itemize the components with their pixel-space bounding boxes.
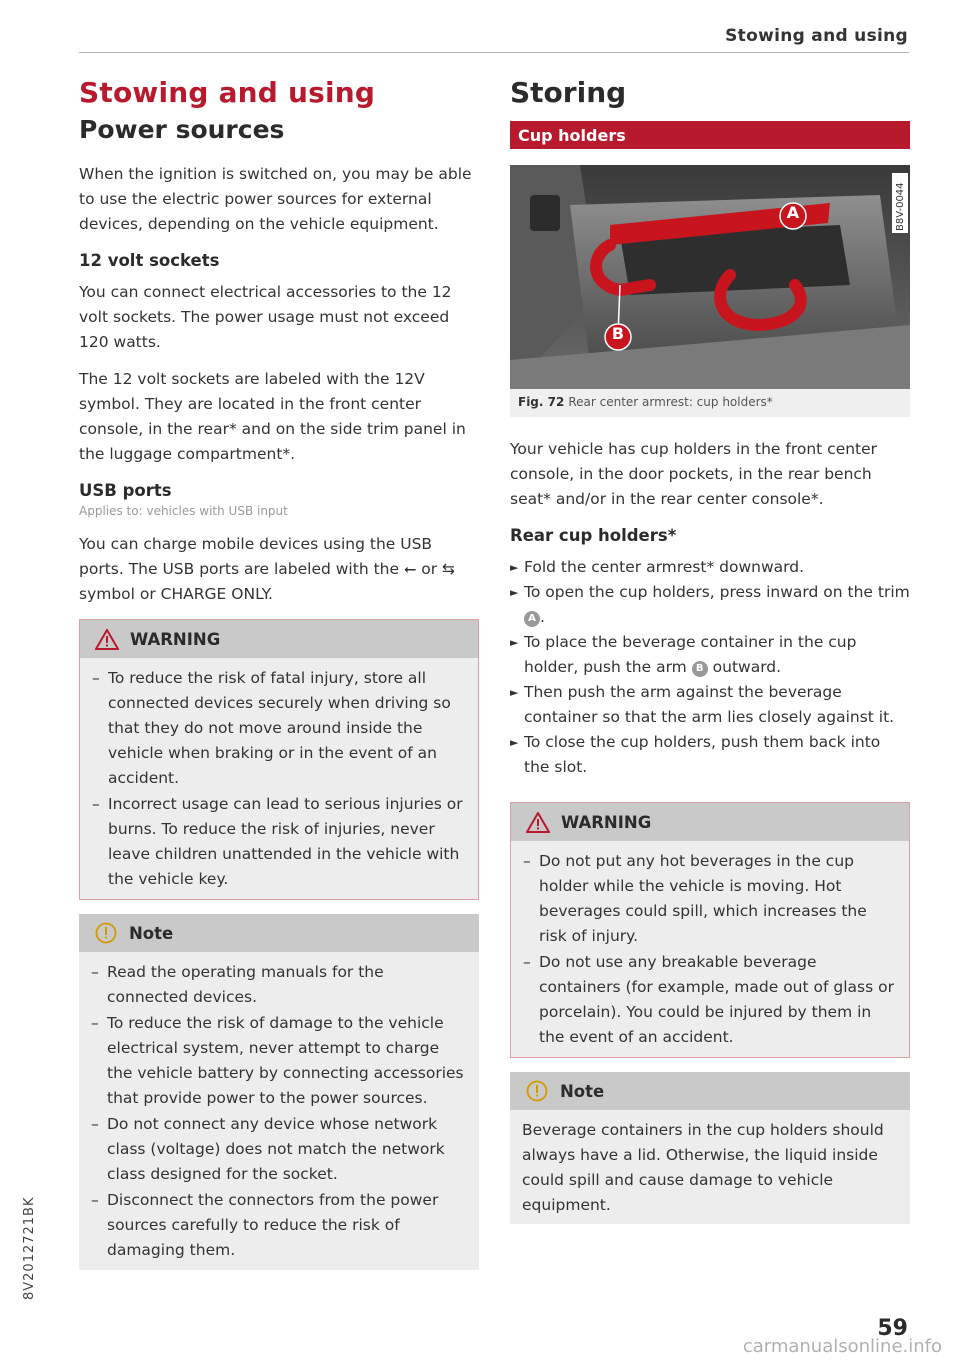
note-header bbox=[79, 914, 479, 952]
figure-caption: Fig. 72 Rear center armrest: cup holders* bbox=[518, 395, 773, 409]
figure-72 bbox=[510, 165, 910, 417]
arrow-right-icon: ► bbox=[510, 636, 519, 649]
warning-title: WARNING bbox=[561, 812, 652, 832]
sockets-paragraph-2: The 12 volt sockets are labeled with the 12V symbol. They are located in the front center console, in the rear* and on the side trim panel in the luggage compartment*. bbox=[79, 370, 466, 463]
note-title: Note bbox=[129, 923, 174, 943]
usb-paragraph: You can charge mobile devices using the USB ports. The USB ports are labeled with the ⭠ or ⇆ symbol or CHARGE ONLY. bbox=[79, 535, 456, 603]
storing-title: Storing bbox=[510, 76, 627, 109]
note-box-right bbox=[510, 1072, 910, 1224]
instruction-step: ► Then push the arm against the beverage container so that the arm lies closely against it. bbox=[510, 680, 910, 730]
running-title: Stowing and using bbox=[725, 26, 908, 46]
arrow-right-icon: ► bbox=[510, 736, 519, 749]
document-code: 8V2012721BK bbox=[22, 1196, 37, 1300]
subsection-title: Power sources bbox=[79, 115, 285, 144]
header-rule bbox=[79, 52, 909, 53]
watermark: carmanualsonline.info bbox=[742, 1336, 942, 1357]
warning-header bbox=[80, 620, 478, 658]
warning-header bbox=[511, 803, 909, 841]
warning-triangle-icon bbox=[525, 811, 551, 833]
info-circle-icon bbox=[524, 1080, 550, 1102]
note-box bbox=[79, 914, 479, 1270]
page-number: 59 bbox=[877, 1316, 908, 1341]
instruction-step: ► To open the cup holders, press inward on the trim A . bbox=[510, 580, 910, 630]
ref-a-badge: A bbox=[524, 611, 540, 627]
arrow-right-icon: ► bbox=[510, 561, 519, 574]
warning-item: – Do not use any breakable beverage containers (for example, made out of glass or porcelain). You could be injured by them in the event of an accident. bbox=[523, 953, 894, 1046]
warning-box bbox=[79, 619, 479, 900]
cup-holder-photo bbox=[510, 165, 910, 389]
usb-applies: Applies to: vehicles with USB input bbox=[79, 504, 288, 518]
note-item: – Read the operating manuals for the connected devices. bbox=[91, 963, 384, 1006]
intro-paragraph: When the ignition is switched on, you may be able to use the electric power sources for external devices, depending on the vehicle equipment. bbox=[79, 165, 472, 233]
instruction-step: ► To place the beverage container in the cup holder, push the arm B outward. bbox=[510, 630, 910, 680]
note-text: Beverage containers in the cup holders should always have a lid. Otherwise, the liquid inside could spill and cause damage to vehicle equipment. bbox=[522, 1121, 884, 1214]
arrow-right-icon: ► bbox=[510, 686, 519, 699]
usb-heading: USB ports bbox=[79, 481, 172, 500]
warning-item: – Incorrect usage can lead to serious injuries or burns. To reduce the risk of injuries, never leave children unattended in the vehicle with the vehicle key. bbox=[92, 795, 463, 888]
section-title: Stowing and using bbox=[79, 76, 376, 109]
figure-label-b: B bbox=[611, 324, 625, 343]
note-item: – Disconnect the connectors from the power sources carefully to reduce the risk of damaging them. bbox=[91, 1191, 439, 1259]
rear-cup-heading: Rear cup holders* bbox=[510, 526, 677, 545]
info-circle-icon bbox=[93, 922, 119, 944]
left-column bbox=[79, 68, 479, 1270]
note-item: – To reduce the risk of damage to the vehicle electrical system, never attempt to charge the vehicle battery by connecting accessories that provide power to the power sources. bbox=[91, 1014, 464, 1107]
warning-title: WARNING bbox=[130, 629, 221, 649]
ref-b-badge: B bbox=[692, 661, 708, 677]
warning-triangle-icon bbox=[94, 628, 120, 650]
sockets-paragraph-1: You can connect electrical accessories to the 12 volt sockets. The power usage must not exceed 120 watts. bbox=[79, 283, 452, 351]
instruction-step: ► To close the cup holders, push them back into the slot. bbox=[510, 730, 910, 780]
cup-intro-paragraph: Your vehicle has cup holders in the front center console, in the door pockets, in the rear bench seat* and/or in the rear center console*. bbox=[510, 440, 878, 508]
figure-label-a: A bbox=[786, 203, 800, 222]
note-item: – Do not connect any device whose network class (voltage) does not match the network class designed for the socket. bbox=[91, 1115, 445, 1183]
instruction-step: ► Fold the center armrest* downward. bbox=[510, 555, 910, 580]
note-title: Note bbox=[560, 1081, 605, 1101]
cup-holders-banner: Cup holders bbox=[510, 121, 910, 149]
arrow-right-icon: ► bbox=[510, 586, 519, 599]
warning-item: – To reduce the risk of fatal injury, store all connected devices securely when driving so that they do not move around inside the vehicle when braking or in the event of an accident. bbox=[92, 669, 451, 787]
warning-box-right bbox=[510, 802, 910, 1058]
warning-item: – Do not put any hot beverages in the cup holder while the vehicle is moving. Hot beverages could spill, which increases the risk of injury. bbox=[523, 852, 867, 945]
sockets-heading: 12 volt sockets bbox=[79, 251, 220, 270]
figure-code: B8V-0044 bbox=[892, 173, 908, 233]
right-column bbox=[510, 68, 910, 1224]
note-header bbox=[510, 1072, 910, 1110]
